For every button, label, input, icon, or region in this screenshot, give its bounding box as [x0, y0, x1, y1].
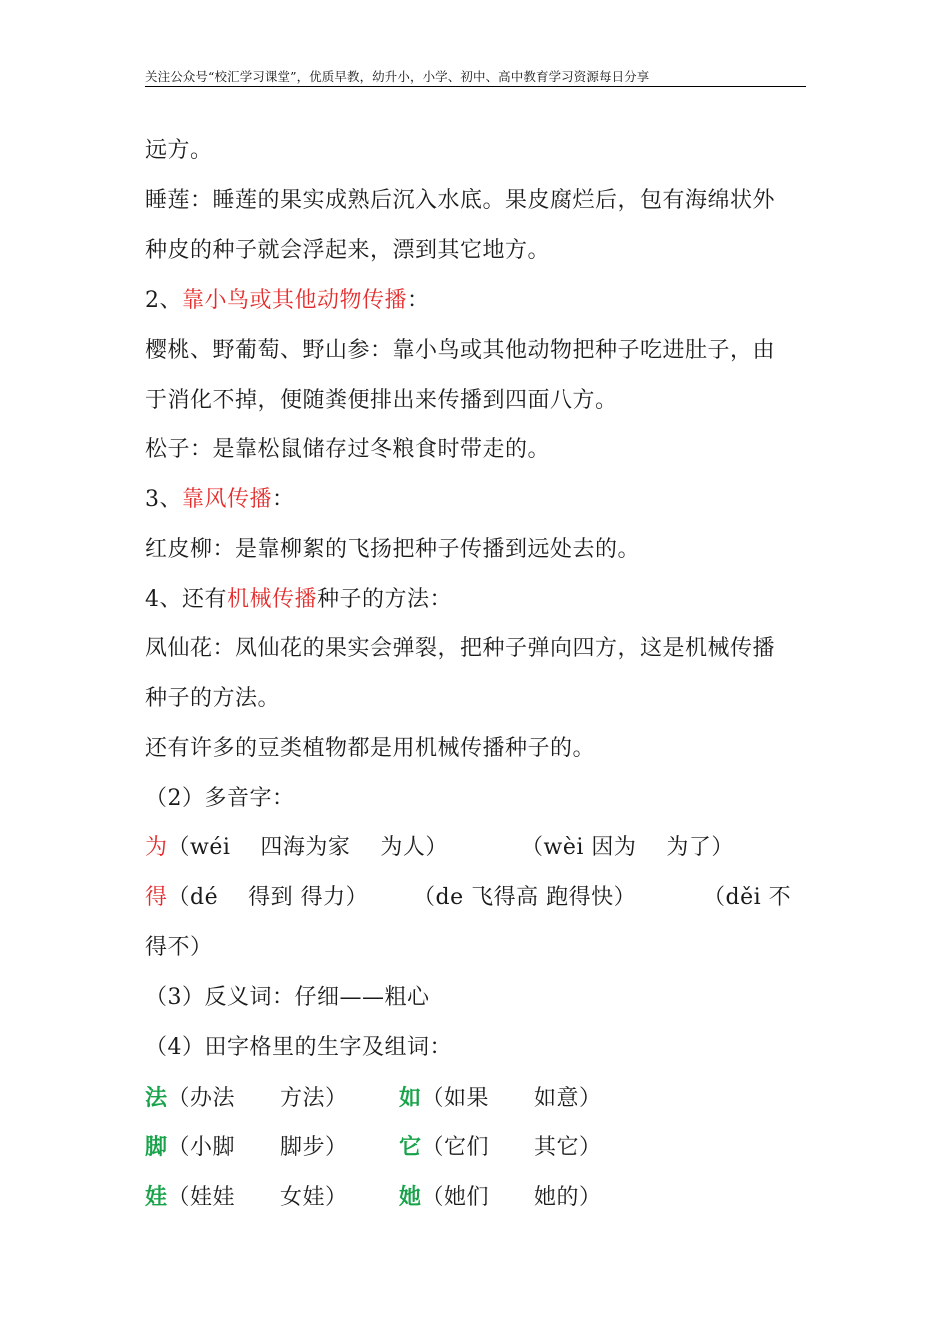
subsection-heading: （4）田字格里的生字及组词： [145, 1035, 452, 1060]
polyphone-char: 得 [145, 885, 168, 910]
vocab-char: 法 [145, 1085, 168, 1111]
heading-suffix: ： [272, 487, 295, 512]
highlight-text: 靠风传播 [182, 487, 273, 512]
vocab-entry [399, 1134, 602, 1161]
word-row [145, 1184, 645, 1211]
text-line: 种皮的种子就会浮起来，漂到其它地方。 [145, 238, 551, 263]
vocab-words: （娃娃 女娃） [167, 1185, 348, 1210]
polyphone-group: （wèi 因为 为了） [521, 835, 734, 860]
vocab-words: （她们 她的） [421, 1185, 602, 1210]
vocab-char: 它 [399, 1134, 422, 1160]
text-line: 松子：是靠松鼠储存过冬粮食时带走的。 [145, 437, 551, 462]
section-heading [145, 587, 452, 613]
section-heading [145, 487, 295, 513]
text-line: 凤仙花：凤仙花的果实会弹裂，把种子弹向四方，这是机械传播 [145, 636, 776, 661]
polyphone-group: （děi 不 [703, 885, 792, 910]
section-number: 4、还有 [145, 587, 227, 612]
text-line: 种子的方法。 [145, 686, 281, 711]
page-header [145, 66, 806, 87]
polyphone-group: （de 飞得高 跑得快） [413, 885, 637, 910]
text-line: 睡莲：睡莲的果实成熟后沉入水底。果皮腐烂后，包有海绵状外 [145, 188, 776, 213]
highlight-text: 靠小鸟或其他动物传播 [182, 288, 408, 313]
subsection-heading: （2）多音字： [145, 786, 295, 811]
vocab-words: （如果 如意） [421, 1086, 602, 1111]
text-line: 还有许多的豆类植物都是用机械传播种子的。 [145, 736, 596, 761]
vocab-char: 脚 [145, 1134, 168, 1160]
polyphone-row [145, 885, 795, 911]
text-line: 于消化不掉，便随粪便排出来传播到四面八方。 [145, 388, 618, 413]
vocab-char: 娃 [145, 1184, 168, 1210]
vocab-words: （它们 其它） [421, 1135, 602, 1160]
vocab-words: （小脚 脚步） [167, 1135, 348, 1160]
section-number: 3、 [145, 487, 182, 512]
polyphone-row [145, 835, 765, 861]
text-line: 得不） [145, 935, 213, 960]
heading-suffix: 种子的方法： [317, 587, 453, 612]
header-text: 关注公众号“校汇学习课堂”，优质早教，幼升小，小学、初中、高中教育学习资源每日分享 [145, 69, 650, 84]
vocab-char: 她 [399, 1184, 422, 1210]
polyphone-group: （dé 得到 得力） [167, 885, 369, 910]
polyphone-char: 为 [145, 835, 168, 860]
section-number: 2、 [145, 288, 182, 313]
vocab-char: 如 [399, 1085, 422, 1111]
word-row [145, 1085, 645, 1112]
subsection-heading: （3）反义词：仔细——粗心 [145, 985, 430, 1010]
word-row [145, 1134, 645, 1161]
vocab-entry [399, 1085, 602, 1112]
text-line: 远方。 [145, 138, 213, 163]
text-line: 红皮柳：是靠柳絮的飞扬把种子传播到远处去的。 [145, 537, 641, 562]
vocab-entry [399, 1184, 602, 1211]
section-heading [145, 288, 430, 314]
highlight-text: 机械传播 [227, 587, 318, 612]
vocab-words: （办法 方法） [167, 1086, 348, 1111]
heading-suffix: ： [407, 288, 430, 313]
text-line: 樱桃、野葡萄、野山参：靠小鸟或其他动物把种子吃进肚子，由 [145, 338, 776, 363]
polyphone-group: （wéi 四海为家 为人） [167, 835, 448, 860]
